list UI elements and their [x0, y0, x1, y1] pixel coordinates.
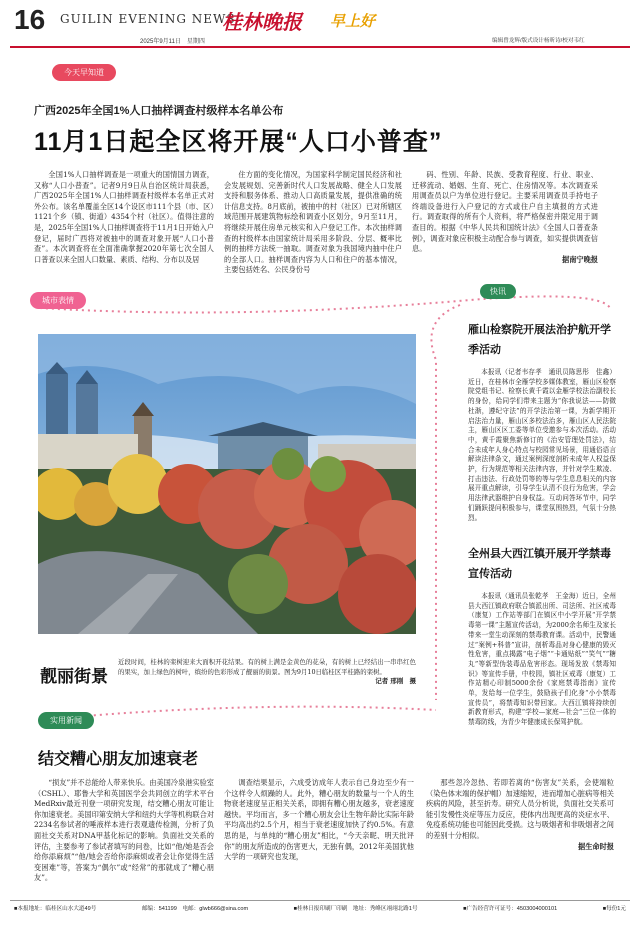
header-divider [10, 46, 630, 48]
bottom-paragraph: “损友”并不总能给人带来快乐。由美国冷泉港实验室（CSHL）、耶鲁大学和英国医学会共同创立的学术平台MedRxiv最近刊登一项研究发现，结交糟心朋友可能让你加速衰老。美国印第安纳大学和纽约大学等机构联合对2234名参试者的唾液样本进行表观遗传检测，分析了负面社交关系对DNA甲基化标记的影响。负面社交关系的评估，主要参考了参试者填写的问卷，比如“他/她是否会给你添麻烦”“他/她会否给你添麻烦或者会让你觉得生活变困难”等，答案为“偶尔”或“经常”的那就成了“糟心朋友”。 [34, 778, 214, 883]
issue-date: 2025年9月11日 星期四 [140, 39, 205, 45]
bottom-column-3 [426, 778, 614, 852]
footer-license: ■广告经营许可证号：4503004000101 [463, 906, 558, 912]
quick-news-2-body [468, 592, 616, 728]
lead-paragraph: 住方面的变化情况，为国家科学制定国民经济和社会发展规划、完善新时代人口发展战略、健全人口发展支持和服务体系、推动人口高质量发展，提供准确的统计信息支持。8月底前，被抽中的村（社区）已对所辖区域范围开展建筑物标绘和调查小区划分，9月至11月，将继续开展住房单元核实和入户登记工作。本次抽样调查的村级样本由国家统计局采用多阶段、分层、概率比例的抽样方法统一抽取。调查对象为我国境内抽中住户的全部人口。抽样调查内容为人口和住户的基本情况，主要包括姓名、公民身份号 [224, 170, 402, 275]
section-tag-news: 实用新闻 [38, 712, 94, 729]
page-number: 16 [14, 4, 46, 35]
photo-caption [118, 658, 416, 687]
section-tag-quick: 快讯 [480, 284, 516, 299]
street-photo-illustration [38, 334, 416, 634]
footer-contact: 邮编：541199 电邮：glwb666@sina.com [141, 906, 249, 912]
photo-title: 靓丽街景 [40, 667, 108, 686]
bottom-column-1 [34, 778, 214, 884]
footer-price: ■每份1元 [602, 906, 626, 912]
footer-printer: ■桂林日报印刷厂印刷 地址：秀峰区翊翊北路1号 [293, 906, 418, 912]
quick-news-2-paragraph: 本报讯（通讯员张乾孝 王金海）近日，全州县大西江镇政府联合镇派出所、司法所、社区戒毒（康复）工作站等部门在镇区中小学开展“开学禁毒第一课”主题宣传活动，为2000余名师生及家长带来一堂生动深刻的禁毒教育课。活动中，民警通过“案例+科普”宣讲，剖析毒品对身心健康的毁灭性危害，重点揭露“电子烟”“卡通贴纸”“笑气”“糖丸”等新型伪装毒品危害形态。现场发放《禁毒知识》等宣传手册，中校园，镇社区戒毒（康复）工作站精心印制5000余份《家庭禁毒指南》宣传单，发给每一位学生，鼓励孩子们化身“小小禁毒宣传员”，将禁毒知识带回家。大西江镇将持续创新教育形式，构建“学校—家庭—社会”三位一体的禁毒防线，为青少年健康成长保驾护航。 [468, 592, 616, 727]
section-tag-city: 城市表情 [30, 292, 86, 309]
quick-news-2-title: 全州县大西江镇开展开学禁毒宣传活动 [468, 547, 611, 580]
photo-caption-text: 近段时间，桂林的栾树迎来大面积开花结果。有的树上满是金黄色的花朵，有的树上已经结出一串串红色的果实，加上绿色的树叶，缤纷的色彩形成了靓丽的街景。图为9月10日临桂区平桂路的栾树。 [118, 658, 416, 676]
lead-paragraph: 全国1%人口抽样调查是一项重大的国情国力调查，又称“人口小普查”。记者9月9日从自治区统计局获悉，广西2025年全国1%人口抽样调查村级样本名单正式对外公布。该名单覆盖全区14个设区市111个县（市、区）1121个乡（镇、街道）4354个村（社区）。值得注意的是，2025年全国1%人口抽样调查将于11月1日开始入户登记，届时广西将对被抽中的调查对象开展“人口小普查”。本次调查将在全面准确掌握2020年第七次全国人口普查以来全国人口数量、素质、结构、分布以及居 [34, 170, 214, 264]
street-photo [38, 334, 416, 634]
bottom-paragraph: 调查结果显示，六成受访成年人表示自己身边至少有一个这样令人烦躁的人。此外，糟心朋友的数量与一个人的生物衰老速度呈正相关关系，即拥有糟心朋友越多，衰老速度越快。平均而言，多一个糟心朋友会让生物年龄比实际年龄平均高出约2.5个月，相当于衰老速度加快了约0.5%。有意思的是，与单纯的“糟心朋友”相比，“今天亲昵、明天批评你”的朋友所造成的伤害更大，无独有偶，2012年美国犹他大学的一项研究也发现， [224, 778, 414, 862]
quick-news-1-paragraph: 本报讯（记者韦存孝 通讯员陈思彤 佳鑫）近日，在桂林市全雁学校多媒体教室，雁山区检察院党组书记、检察长黄千霞以金雁学校法治副校长的身份，给同学们带来主题为“你我说法——防微杜渐，遵纪守法”的开学法治第一课，为新学期开启法治力量，雁山区多校法治多，雁山区人民法院主，雁山区区工委等单位受邀参与本次活动。活动中，黄千霞聚焦新修订的《治安管理处罚法》，结合未成年人身心特点与校园常见场景，用通俗语言解读法律条文，通过案例深度剖析未成年人权益保护，行为规范等相关法律内容，并针对学生欺凌、打击违法、行政处罚等的等与学生息息相关的内容展开重点解读，引导学生认清不良行为危害，学会用法律武器维护自身权益。互动问答环节中，同学们踊跃提问积极参与，课堂氛围热烈，气氛十分热烈。 [468, 368, 616, 522]
lead-headline: 11月1日起全区将开展“人口小普查” [34, 128, 443, 156]
masthead-logo: 桂林晚报 [222, 10, 302, 34]
bottom-byline: 据生命时报 [578, 841, 614, 851]
section-tag-today: 今天早知道 [52, 64, 116, 81]
lead-byline: 据南宁晚报 [562, 254, 598, 264]
lead-column-3 [412, 170, 598, 265]
lead-column-2 [224, 170, 402, 276]
bottom-column-2 [224, 778, 414, 863]
lead-paragraph: 码、性别、年龄、民族、受教育程度、行业、职业、迁移流动、婚姻、生育、死亡、住房情况等。本次调查采用调查员以户为单位进行登记。主要采用调查员手持电子终端设备进行入户登记的方式或住户自主填报的方式进行。调查取得的所有个人资料，将严格保密并限定用于调查目的。根据《中华人民共和国统计法》《全国人口普查条例》，调查对象应积极主动配合参与调查，如实提供调查信息。 [412, 170, 598, 254]
editors-credit: 编辑曾龙辉/版式设计杨昕诗/校对韦红 [492, 38, 585, 44]
masthead-english: GUILIN EVENING NEWS [60, 12, 236, 26]
lead-column-1 [34, 170, 214, 265]
bottom-headline: 结交糟心朋友加速衰老 [38, 751, 199, 768]
quick-news-1-body [468, 368, 616, 523]
photo-credit: 记者 邢刚 摄 [375, 677, 416, 685]
lead-kicker: 广西2025年全国1%人口抽样调查村级样本名单公布 [34, 105, 284, 117]
footer-divider [10, 900, 630, 901]
quick-news-1-title: 雁山检察院开展法治护航开学季活动 [468, 323, 611, 356]
masthead-subtitle: 早上好 [330, 12, 376, 30]
footer-address: ■本报地址：临桂区山水大道49号 [14, 906, 97, 912]
footer [14, 904, 626, 912]
bottom-paragraph: 那些忽冷忽热、若即若离的“伤害友”关系，会使端粒（染色体末端的保护帽）加速缩短，进而增加心脏病等相关疾病的风险，甚至折寿。研究人员分析说，负面社交关系可能引发慢性炎症等压力反应，使体内出现更高的炎症水平、免疫系统功能也可能因此受损。这与吸烟者和非吸烟者之间的差别十分相似。 [426, 778, 614, 840]
